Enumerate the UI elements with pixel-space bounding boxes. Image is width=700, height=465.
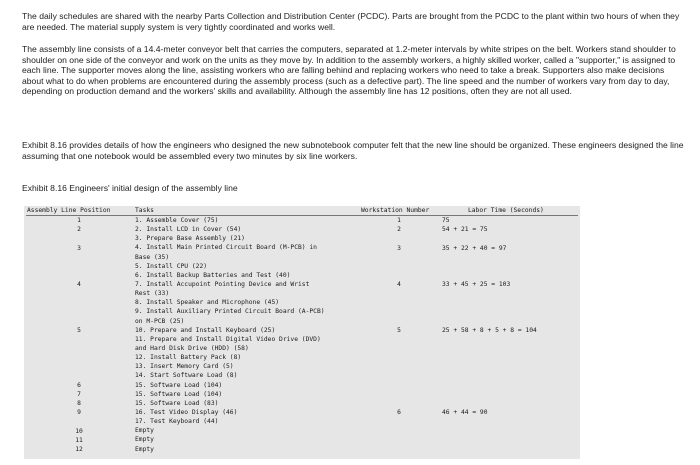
position-cell: 12: [75, 446, 83, 453]
task-line: 12. Install Battery Pack (8): [135, 354, 242, 362]
labor-time-cell: 75: [442, 217, 450, 224]
task-line: 14. Start Software Load (8): [135, 372, 238, 380]
header-labor-time: Labor Time (Seconds): [468, 207, 544, 214]
task-line: 4. Install Main Printed Circuit Board (M-PCB) in: [135, 244, 317, 252]
position-cell: 7: [77, 391, 81, 398]
task-line: 9. Install Auxiliary Printed Circuit Board (A-PCB): [135, 308, 325, 316]
position-cell: 8: [77, 400, 81, 407]
table-header: [24, 206, 580, 215]
task-line: 5. Install CPU (22): [135, 262, 208, 270]
position-cell: 4: [77, 281, 81, 288]
task-line: 15. Software Load (104): [135, 390, 223, 398]
workstation-cell: 1: [397, 217, 401, 224]
labor-time-cell: 46 + 44 = 90: [442, 409, 488, 416]
task-line: 2. Install LCD in Cover (54): [135, 226, 242, 234]
position-cell: 2: [77, 226, 81, 233]
task-line: 17. Test Keyboard (44): [135, 418, 219, 426]
task-line: Empty: [135, 445, 154, 453]
position-cell: 10: [75, 428, 83, 435]
task-line: 15. Software Load (104): [135, 381, 223, 389]
task-line: 6. Install Backup Batteries and Test (40): [135, 271, 291, 279]
position-cell: 6: [77, 382, 81, 389]
labor-time-cell: 35 + 22 + 40 = 97: [442, 245, 507, 252]
position-cell: 5: [77, 327, 81, 334]
header-tasks: Tasks: [135, 207, 154, 214]
workstation-cell: 4: [397, 281, 401, 288]
task-line: 8. Install Speaker and Microphone (45): [135, 299, 280, 307]
task-line: 13. Insert Memory Card (5): [135, 363, 234, 371]
workstation-cell: 5: [397, 327, 401, 334]
tasks-column: [135, 216, 365, 454]
task-line: on M-PCB (25): [135, 317, 185, 325]
task-line: and Hard Disk Drive (HDD) (58): [135, 344, 249, 352]
workstation-cell: 6: [397, 409, 401, 416]
intro-paragraph-1: The daily schedules are shared with the nearby Parts Collection and Distribution Center (PCDC). Parts are brought from the PCDC to the plant within two hours of when they are needed. The material supply system is very tightly coordinated and works well.: [22, 11, 680, 32]
labor-time-cell: 54 + 21 = 75: [442, 226, 488, 233]
task-line: 7. Install Accupoint Pointing Device and Wrist: [135, 280, 310, 288]
header-position: Assembly Line Position: [27, 207, 111, 214]
assembly-line-table: [24, 206, 580, 459]
position-cell: 9: [77, 409, 81, 416]
task-line: 3. Prepare Base Assembly (21): [135, 235, 245, 243]
task-line: Empty: [135, 427, 154, 435]
header-workstation: Workstation Number: [361, 207, 430, 214]
position-cell: 1: [77, 217, 81, 224]
task-line: Empty: [135, 436, 154, 444]
task-line: Base (35): [135, 253, 170, 261]
position-cell: 3: [77, 245, 81, 252]
task-line: 1. Assemble Cover (75): [135, 217, 219, 224]
labor-time-cell: 25 + 58 + 8 + 5 + 8 = 104: [442, 327, 537, 334]
labor-time-cell: 33 + 45 + 25 = 103: [442, 281, 511, 288]
exhibit-caption: Exhibit 8.16 Engineers' initial design of the assembly line: [22, 183, 238, 193]
intro-paragraph-3: Exhibit 8.16 provides details of how the engineers who designed the new subnotebook computer felt that the new line should be organized. These engineers designed the line assuming that one notebook would be assembled every two minutes by six line workers.: [22, 140, 684, 161]
task-line: 11. Prepare and Install Digital Video Drive (DVD): [135, 335, 321, 343]
workstation-cell: 3: [397, 245, 401, 252]
task-line: 10. Prepare and Install Keyboard (25): [135, 326, 276, 334]
position-cell: 11: [75, 437, 83, 444]
task-line: 15. Software Load (83): [135, 399, 219, 407]
workstation-cell: 2: [397, 226, 401, 233]
intro-paragraph-2: The assembly line consists of a 14.4-meter conveyor belt that carries the computers, separated at 1.2-meter intervals by white stripes on the belt. Workers stand shoulder to shoulder on one side of the conveyor and work on the units as they move by. In addition to the assembly workers, a highly skilled worker, called a "supporter," is assigned to each line. The supporter moves along the line, assisting workers who are falling behind and replacing workers who need to take a break. Supporters also make decisions about what to do when problems are encountered during the assembly process (such as a defective part). The line speed and the number of workers vary from day to day, depending on production demand and the workers' skills and availability. Although the assembly line has 12 positions, often they are not all used.: [22, 44, 676, 97]
task-line: 16. Test Video Display (46): [135, 408, 238, 416]
task-line: Rest (33): [135, 290, 170, 298]
